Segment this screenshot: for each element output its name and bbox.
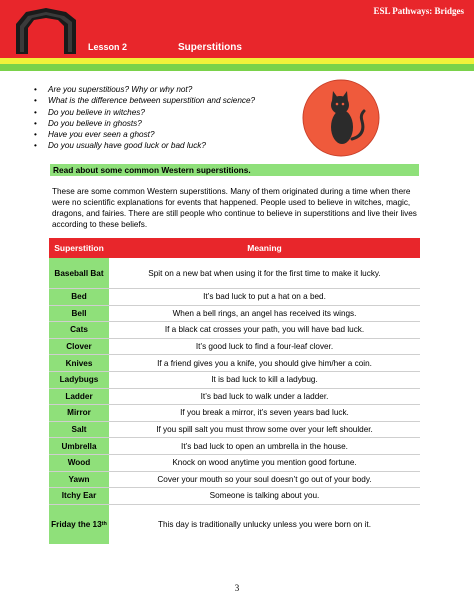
- page-header: [0, 0, 474, 58]
- question-item: • What is the difference between superstition and science?: [34, 95, 255, 106]
- superstition-meaning: This day is traditionally unlucky unless you were born on it.: [158, 519, 371, 529]
- superstition-term: Salt: [49, 422, 109, 438]
- superstition-term: Cats: [49, 322, 109, 338]
- reading-heading: Read about some common Western superstitions.: [50, 164, 419, 176]
- superstition-term: Knives: [49, 355, 109, 371]
- superstition-meaning: Knock on wood anytime you mention good fortune.: [172, 458, 357, 468]
- superstition-meaning: If a black cat crosses your path, you will have bad luck.: [164, 325, 365, 335]
- superstition-meaning: It’s bad luck to put a hat on a bed.: [203, 292, 326, 302]
- superstition-meaning: If a friend gives you a knife, you should give him/her a coin.: [157, 358, 372, 368]
- superstition-meaning: It’s bad luck to walk under a ladder.: [200, 391, 329, 401]
- superstition-meaning: When a bell rings, an angel has received its wings.: [172, 308, 357, 318]
- superstition-term: Bell: [49, 306, 109, 322]
- column-header-meaning: Meaning: [247, 243, 282, 253]
- table-row: [49, 455, 420, 472]
- table-row: [49, 339, 420, 356]
- table-row: [49, 322, 420, 339]
- superstition-term: Ladder: [49, 389, 109, 405]
- table-row: [49, 488, 420, 505]
- question-item: • Do you believe in ghosts?: [34, 118, 255, 129]
- superstition-meaning: Cover your mouth so your soul doesn’t go out of your body.: [157, 474, 372, 484]
- term-superscript: th: [101, 521, 107, 528]
- superstition-term: [49, 505, 109, 544]
- table-row: [49, 505, 420, 544]
- superstition-meaning: It’s good luck to find a four-leaf clover.: [195, 342, 334, 352]
- superstition-meaning: Spit on a new bat when using it for the first time to make it lucky.: [148, 268, 381, 278]
- superstition-meaning: If you spill salt you must throw some over your left shoulder.: [156, 425, 373, 435]
- question-item: • Do you usually have good luck or bad luck?: [34, 140, 255, 151]
- superstition-meaning: It’s bad luck to open an umbrella in the house.: [181, 441, 348, 451]
- superstition-term: Bed: [49, 289, 109, 305]
- question-item: • Are you superstitious? Why or why not?: [34, 84, 255, 95]
- table-row: [49, 389, 420, 406]
- discussion-questions: [34, 84, 255, 152]
- superstition-term: Wood: [49, 455, 109, 471]
- table-row: [49, 472, 420, 489]
- intro-paragraph: These are some common Western superstitions. Many of them originated during a time when there were no scientific explanations for events that happened. People used to believe in witches, magic, dragons, and fairies. There are still people who continue to believe in superstitions and live their lives according to these beliefs.: [52, 187, 417, 229]
- superstition-meaning: If you break a mirror, it’s seven years bad luck.: [180, 408, 349, 418]
- column-header-superstition: Superstition: [54, 243, 104, 253]
- superstition-term: Baseball Bat: [49, 258, 109, 288]
- term-text: Friday the 13: [51, 519, 102, 529]
- lesson-label: Lesson 2: [88, 42, 128, 52]
- superstition-meaning: Someone is talking about you.: [209, 491, 320, 501]
- superstition-meaning: It is bad luck to kill a ladybug.: [211, 375, 318, 385]
- black-cat-icon: [302, 79, 380, 157]
- superstition-term: Itchy Ear: [49, 488, 109, 504]
- table-row: [49, 405, 420, 422]
- superstition-term: Yawn: [49, 472, 109, 488]
- table-row: [49, 438, 420, 455]
- page-title: Superstitions: [178, 42, 242, 53]
- page-number: 3: [234, 583, 240, 593]
- table-row: [49, 289, 420, 306]
- table-row: [49, 422, 420, 439]
- series-title: ESL Pathways: Bridges: [373, 6, 464, 16]
- table-row: [49, 306, 420, 323]
- table-row: [49, 355, 420, 372]
- superstition-term: Ladybugs: [49, 372, 109, 388]
- superstition-term: Clover: [49, 339, 109, 355]
- arch-logo-icon: [12, 6, 82, 56]
- superstitions-table: [49, 238, 420, 544]
- table-row: [49, 258, 420, 289]
- question-item: • Do you believe in witches?: [34, 107, 255, 118]
- superstition-term: Mirror: [49, 405, 109, 421]
- green-stripe: [0, 64, 474, 71]
- table-header: [49, 238, 420, 258]
- superstition-term: Umbrella: [49, 438, 109, 454]
- table-row: [49, 372, 420, 389]
- question-item: • Have you ever seen a ghost?: [34, 129, 255, 140]
